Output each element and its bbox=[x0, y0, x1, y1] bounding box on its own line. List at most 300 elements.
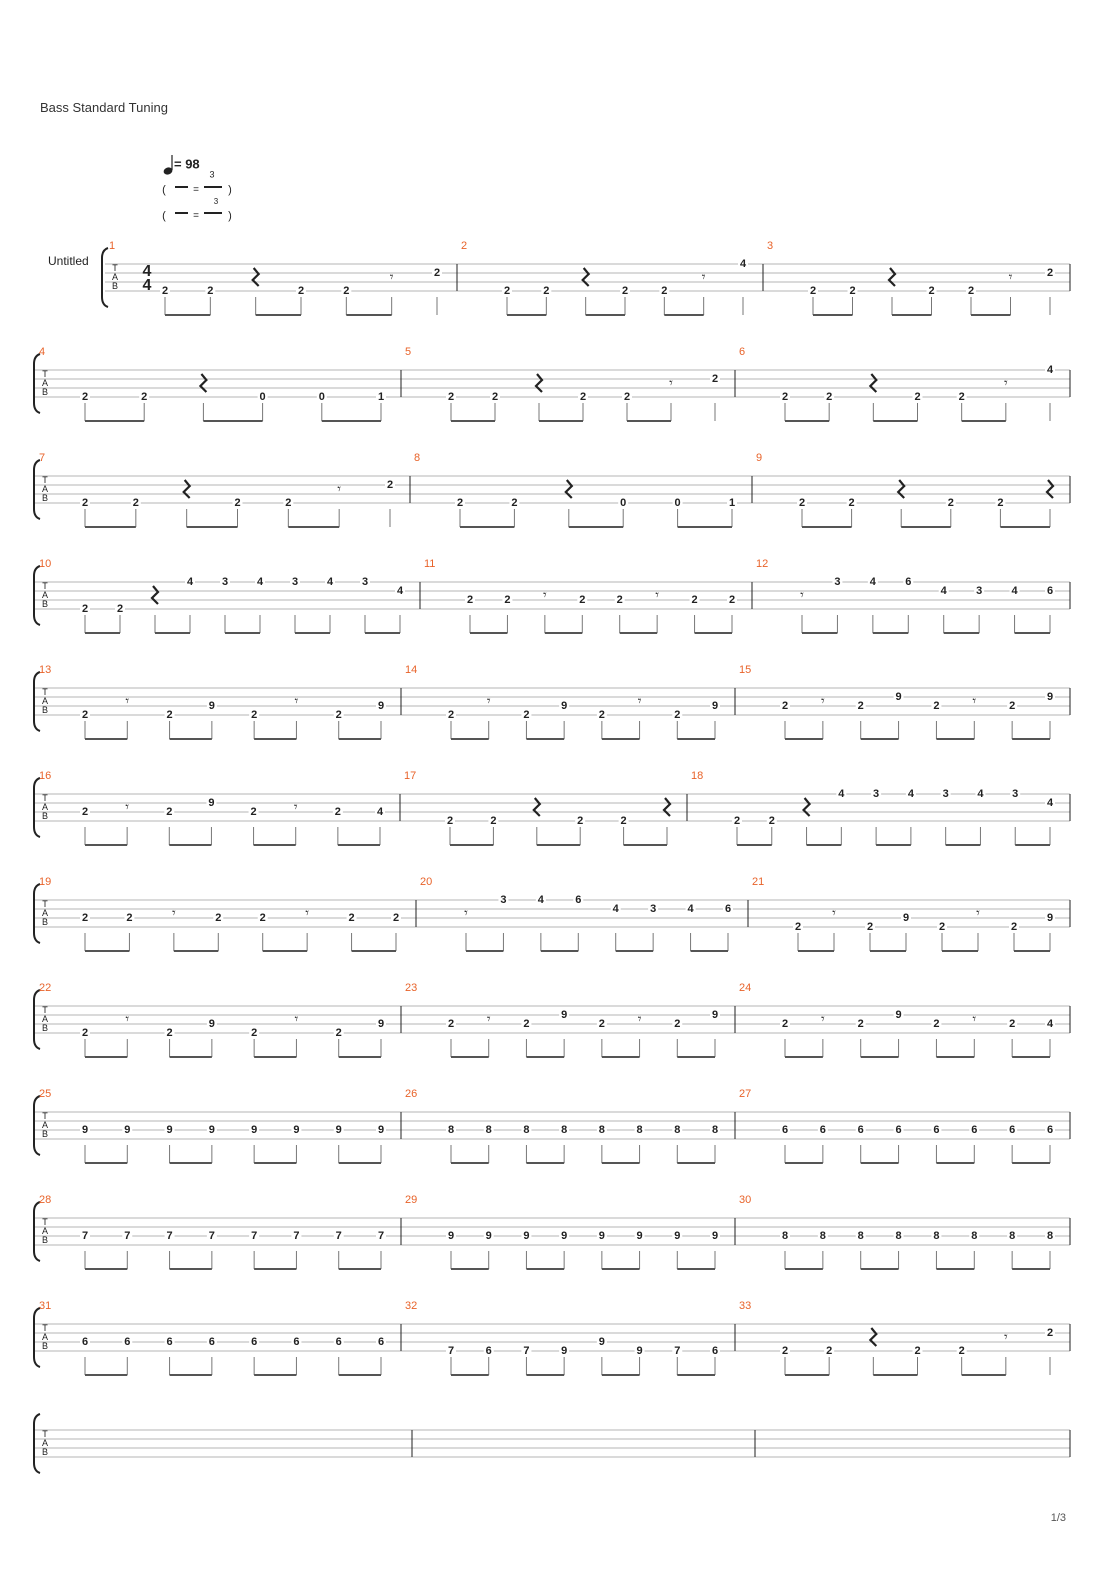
tuning-label: Bass Standard Tuning bbox=[40, 100, 168, 115]
fret-number: 9 bbox=[124, 1123, 131, 1136]
fret-number: 9 bbox=[377, 1017, 385, 1030]
fret-number: 8 bbox=[857, 1229, 864, 1242]
fret-number: 2 bbox=[733, 814, 741, 827]
fret-number: 1 bbox=[377, 390, 385, 403]
fret-number: 2 bbox=[250, 805, 257, 818]
system-bracket bbox=[34, 990, 40, 1049]
measure-13 bbox=[39, 664, 386, 739]
fret-number: 4 bbox=[977, 787, 984, 800]
measure-number: 27 bbox=[739, 1087, 752, 1100]
fret-number: 2 bbox=[81, 1026, 89, 1039]
fret-number: 2 bbox=[251, 1026, 258, 1039]
tab-clef-letter: B bbox=[41, 704, 49, 715]
fret-number: 2 bbox=[598, 708, 605, 721]
measure-17 bbox=[404, 770, 670, 845]
staff-row bbox=[34, 770, 1070, 845]
fret-number: 2 bbox=[579, 390, 587, 403]
fret-number: 2 bbox=[81, 911, 89, 924]
eighth-rest: 𝄾 bbox=[701, 268, 706, 285]
measure-number: 8 bbox=[414, 451, 421, 464]
measure-number: 24 bbox=[739, 981, 752, 994]
tab-clef-letter: A bbox=[41, 1013, 49, 1024]
measure-number: 22 bbox=[39, 981, 52, 994]
fret-number: 2 bbox=[826, 1344, 833, 1357]
fret-number: 2 bbox=[866, 920, 874, 933]
fret-number: 9 bbox=[598, 1229, 605, 1242]
measure-number: 20 bbox=[420, 875, 433, 888]
fret-number: 7 bbox=[377, 1229, 385, 1242]
fret-number: 7 bbox=[166, 1229, 173, 1242]
fret-number: 9 bbox=[636, 1344, 643, 1357]
fret-number: 6 bbox=[724, 902, 732, 915]
fret-number: 3 bbox=[650, 902, 657, 915]
eighth-rest: 𝄾 bbox=[125, 1010, 130, 1027]
tab-clef-letter: B bbox=[41, 492, 49, 503]
fret-number: 9 bbox=[561, 1344, 568, 1357]
fret-number: 9 bbox=[711, 699, 719, 712]
fret-number: 0 bbox=[620, 496, 627, 509]
eighth-rest: 𝄾 bbox=[832, 904, 836, 921]
eighth-rest: 𝄾 bbox=[486, 1010, 491, 1027]
fret-number: 2 bbox=[466, 593, 474, 606]
fret-number: 2 bbox=[1046, 1326, 1054, 1339]
measure-number: 11 bbox=[424, 557, 436, 570]
measure-29 bbox=[405, 1194, 720, 1269]
eighth-rest: 𝄾 bbox=[820, 692, 825, 709]
time-signature-top: 4 bbox=[142, 263, 152, 281]
fret-number: 9 bbox=[208, 699, 215, 712]
tab-clef-letter: T bbox=[42, 1110, 48, 1121]
fret-number: 2 bbox=[857, 1017, 864, 1030]
measure-4 bbox=[39, 346, 386, 421]
measure-number: 13 bbox=[39, 663, 52, 676]
fret-number: 7 bbox=[124, 1229, 131, 1242]
fret-number: 2 bbox=[826, 390, 833, 403]
tab-clef-letter: A bbox=[41, 377, 49, 388]
fret-number: 2 bbox=[674, 708, 681, 721]
eighth-rest: 𝄾 bbox=[972, 1010, 977, 1027]
fret-number: 2 bbox=[691, 593, 698, 606]
fret-number: 4 bbox=[1046, 1017, 1054, 1030]
fret-number: 4 bbox=[838, 787, 845, 800]
fret-number: 9 bbox=[711, 1008, 719, 1021]
measure-9 bbox=[756, 452, 1053, 527]
fret-number: 2 bbox=[504, 593, 511, 606]
measure-11 bbox=[424, 558, 737, 633]
fret-number: 3 bbox=[834, 575, 841, 588]
fret-number: 9 bbox=[166, 1123, 173, 1136]
quarter-rest bbox=[870, 1328, 876, 1346]
measure-19 bbox=[39, 876, 401, 951]
fret-number: 6 bbox=[857, 1123, 864, 1136]
fret-number: 3 bbox=[500, 893, 507, 906]
tab-clef-letter: A bbox=[41, 801, 49, 812]
quarter-rest bbox=[889, 268, 895, 286]
fret-number: 8 bbox=[523, 1123, 530, 1136]
fret-number: 2 bbox=[433, 266, 441, 279]
fret-number: 2 bbox=[234, 496, 241, 509]
fret-number: 6 bbox=[485, 1344, 492, 1357]
fret-number: 6 bbox=[377, 1335, 385, 1348]
fret-number: 0 bbox=[674, 496, 681, 509]
fret-number: 9 bbox=[711, 1229, 719, 1242]
fret-number: 2 bbox=[958, 1344, 965, 1357]
fret-number: 0 bbox=[318, 390, 325, 403]
fret-number: 2 bbox=[914, 390, 921, 403]
system-bracket bbox=[34, 566, 40, 625]
measure-33 bbox=[739, 1300, 1055, 1375]
fret-number: 2 bbox=[81, 602, 89, 615]
fret-number: 2 bbox=[1009, 1017, 1016, 1030]
quarter-rest bbox=[898, 480, 904, 498]
fret-number: 2 bbox=[768, 814, 775, 827]
quarter-rest bbox=[664, 798, 670, 816]
fret-number: 2 bbox=[577, 814, 584, 827]
fret-number: 9 bbox=[1046, 690, 1054, 703]
fret-number: 2 bbox=[161, 284, 169, 297]
eighth-rest: 𝄾 bbox=[294, 692, 299, 709]
fret-number: 4 bbox=[186, 575, 194, 588]
tab-clef-letter: T bbox=[42, 474, 48, 485]
fret-number: 2 bbox=[215, 911, 222, 924]
eighth-rest: 𝄾 bbox=[800, 586, 804, 603]
fret-number: 2 bbox=[166, 805, 173, 818]
fret-number: 2 bbox=[798, 496, 806, 509]
eighth-rest: 𝄾 bbox=[125, 692, 130, 709]
fret-number: 8 bbox=[561, 1123, 568, 1136]
fret-number: 3 bbox=[942, 787, 949, 800]
measure-26 bbox=[405, 1088, 720, 1163]
eighth-rest: 𝄾 bbox=[294, 1010, 299, 1027]
eighth-rest: 𝄾 bbox=[486, 692, 491, 709]
fret-number: 9 bbox=[208, 1017, 215, 1030]
staff-row bbox=[34, 1194, 1070, 1269]
measure-number: 30 bbox=[739, 1193, 752, 1206]
tab-clef-letter: B bbox=[41, 598, 49, 609]
fret-number: 4 bbox=[612, 902, 619, 915]
tab-clef-letter: B bbox=[41, 386, 49, 397]
page-number: 1/3 bbox=[1050, 1512, 1066, 1524]
tab-clef-letter: A bbox=[41, 907, 49, 918]
tab-clef-letter: B bbox=[41, 1128, 49, 1139]
tab-clef-letter: A bbox=[41, 695, 49, 706]
fret-number: 6 bbox=[933, 1123, 940, 1136]
staff-row bbox=[102, 240, 1070, 315]
fret-number: 2 bbox=[579, 593, 586, 606]
fret-number: 2 bbox=[447, 708, 455, 721]
system-bracket bbox=[34, 1414, 40, 1473]
quarter-rest bbox=[253, 268, 259, 286]
fret-number: 6 bbox=[711, 1344, 719, 1357]
measure-3 bbox=[767, 240, 1055, 315]
tab-clef-letter: A bbox=[41, 1331, 49, 1342]
quarter-rest bbox=[583, 268, 589, 286]
fret-number: 8 bbox=[598, 1123, 605, 1136]
fret-number: 6 bbox=[1046, 1123, 1054, 1136]
tempo-text: = 98 bbox=[174, 156, 200, 172]
fret-number: 8 bbox=[1009, 1229, 1016, 1242]
fret-number: 2 bbox=[938, 920, 946, 933]
quarter-rest bbox=[152, 586, 158, 604]
fret-number: 9 bbox=[523, 1229, 530, 1242]
fret-number: 8 bbox=[711, 1123, 719, 1136]
fret-number: 6 bbox=[335, 1335, 342, 1348]
fret-number: 4 bbox=[396, 584, 404, 597]
track-name: Untitled bbox=[48, 254, 89, 269]
eighth-rest: 𝄾 bbox=[1003, 374, 1008, 391]
measure-number: 15 bbox=[739, 663, 752, 676]
staff-row bbox=[34, 664, 1070, 739]
measure-22 bbox=[39, 982, 386, 1057]
tab-clef-letter: B bbox=[111, 280, 119, 291]
measure-16 bbox=[39, 770, 385, 845]
fret-number: 9 bbox=[902, 911, 910, 924]
fret-number: 2 bbox=[348, 911, 355, 924]
eighth-rest: 𝄾 bbox=[125, 798, 130, 815]
fret-number: 9 bbox=[335, 1123, 342, 1136]
fret-number: 2 bbox=[166, 1026, 173, 1039]
fret-number: 8 bbox=[1046, 1229, 1054, 1242]
fret-number: 4 bbox=[326, 575, 334, 588]
fret-number: 4 bbox=[687, 902, 694, 915]
fret-number: 2 bbox=[446, 814, 454, 827]
measure-25 bbox=[39, 1088, 386, 1163]
tempo-marking bbox=[162, 155, 232, 222]
measure-32 bbox=[405, 1300, 720, 1375]
fret-number: 8 bbox=[447, 1123, 455, 1136]
fret-number: 6 bbox=[208, 1335, 215, 1348]
eighth-rest: 𝄾 bbox=[305, 904, 310, 921]
measure-31 bbox=[39, 1300, 386, 1375]
fret-number: 2 bbox=[781, 1017, 789, 1030]
fret-number: 6 bbox=[81, 1335, 89, 1348]
fret-number: 9 bbox=[208, 796, 215, 809]
swing-bracket-close: ) bbox=[228, 209, 232, 222]
fret-number: 0 bbox=[259, 390, 266, 403]
fret-number: 2 bbox=[914, 1344, 921, 1357]
fret-number: 2 bbox=[81, 708, 89, 721]
fret-number: 2 bbox=[794, 920, 802, 933]
fret-number: 4 bbox=[869, 575, 876, 588]
eighth-rest: 𝄾 bbox=[820, 1010, 825, 1027]
tab-clef-letter: T bbox=[42, 1004, 48, 1015]
time-signature-bottom: 4 bbox=[142, 277, 152, 295]
tab-clef-letter: B bbox=[41, 916, 49, 927]
eighth-rest: 𝄾 bbox=[293, 798, 298, 815]
quarter-rest bbox=[536, 374, 542, 392]
measure-number: 33 bbox=[739, 1299, 752, 1312]
staff-row bbox=[34, 1300, 1070, 1375]
fret-number: 2 bbox=[447, 1017, 455, 1030]
fret-number: 2 bbox=[809, 284, 817, 297]
eighth-rest: 𝄾 bbox=[976, 904, 980, 921]
fret-number: 4 bbox=[256, 575, 264, 588]
tab-clef-letter: A bbox=[41, 483, 49, 494]
fret-number: 4 bbox=[940, 584, 947, 597]
eighth-rest: 𝄾 bbox=[637, 1010, 642, 1027]
staff-row bbox=[34, 876, 1070, 951]
fret-number: 6 bbox=[819, 1123, 826, 1136]
quarter-rest bbox=[870, 374, 876, 392]
measure-number: 26 bbox=[405, 1087, 418, 1100]
fret-number: 2 bbox=[781, 1344, 789, 1357]
measure-number: 2 bbox=[461, 239, 468, 252]
fret-number: 2 bbox=[621, 284, 629, 297]
measure-8 bbox=[414, 452, 737, 527]
fret-number: 2 bbox=[848, 496, 855, 509]
tab-clef-letter: B bbox=[41, 1446, 49, 1457]
system-bracket bbox=[34, 884, 40, 943]
fret-number: 6 bbox=[124, 1335, 131, 1348]
quarter-rest bbox=[184, 480, 190, 498]
fret-number: 2 bbox=[598, 1017, 605, 1030]
swing-bracket-close: ) bbox=[228, 183, 232, 196]
measure-number: 16 bbox=[39, 769, 52, 782]
fret-number: 6 bbox=[1009, 1123, 1016, 1136]
fret-number: 7 bbox=[251, 1229, 258, 1242]
tab-clef-letter: T bbox=[42, 792, 48, 803]
measure-number: 6 bbox=[739, 345, 746, 358]
quarter-rest bbox=[566, 480, 572, 498]
fret-number: 2 bbox=[933, 1017, 940, 1030]
fret-number: 2 bbox=[456, 496, 464, 509]
fret-number: 6 bbox=[971, 1123, 978, 1136]
fret-number: 4 bbox=[907, 787, 914, 800]
fret-number: 2 bbox=[251, 708, 258, 721]
eighth-rest: 𝄾 bbox=[337, 480, 342, 497]
fret-number: 2 bbox=[285, 496, 292, 509]
fret-number: 2 bbox=[297, 284, 305, 297]
fret-number: 9 bbox=[251, 1123, 258, 1136]
fret-number: 2 bbox=[620, 814, 627, 827]
fret-number: 8 bbox=[933, 1229, 940, 1242]
measure-number: 14 bbox=[405, 663, 418, 676]
fret-number: 3 bbox=[976, 584, 983, 597]
fret-number: 2 bbox=[132, 496, 139, 509]
fret-number: 8 bbox=[636, 1123, 643, 1136]
system-bracket bbox=[34, 1096, 40, 1155]
fret-number: 8 bbox=[819, 1229, 826, 1242]
eighth-rest: 𝄾 bbox=[655, 586, 660, 603]
tab-clef-letter: T bbox=[42, 1428, 48, 1439]
staff-row bbox=[34, 982, 1070, 1057]
fret-number: 2 bbox=[335, 708, 342, 721]
system-bracket bbox=[34, 672, 40, 731]
tab-clef-letter: B bbox=[41, 810, 49, 821]
measure-23 bbox=[405, 982, 720, 1057]
fret-number: 2 bbox=[523, 1017, 530, 1030]
tab-clef-letter: T bbox=[42, 686, 48, 697]
fret-number: 9 bbox=[293, 1123, 300, 1136]
fret-number: 2 bbox=[933, 699, 940, 712]
tab-clef-letter: T bbox=[42, 1322, 48, 1333]
fret-number: 7 bbox=[523, 1344, 530, 1357]
tuplet-label: 3 bbox=[213, 197, 219, 207]
fret-number: 6 bbox=[905, 575, 912, 588]
swing-equals: = bbox=[193, 184, 199, 196]
quarter-rest bbox=[1047, 480, 1053, 498]
measure-7 bbox=[39, 452, 395, 527]
tab-clef-letter: A bbox=[41, 589, 49, 600]
measure-number: 1 bbox=[109, 239, 116, 252]
fret-number: 6 bbox=[293, 1335, 300, 1348]
eighth-rest: 𝄾 bbox=[542, 586, 547, 603]
fret-number: 2 bbox=[503, 284, 511, 297]
eighth-rest: 𝄾 bbox=[171, 904, 176, 921]
fret-number: 7 bbox=[293, 1229, 300, 1242]
fret-number: 4 bbox=[739, 257, 747, 270]
fret-number: 8 bbox=[781, 1229, 789, 1242]
staff-row bbox=[34, 1088, 1070, 1163]
fret-number: 2 bbox=[166, 708, 173, 721]
fret-number: 2 bbox=[1009, 699, 1016, 712]
tab-clef-letter: A bbox=[41, 1225, 49, 1236]
tab-clef-letter: T bbox=[42, 580, 48, 591]
fret-number: 2 bbox=[616, 593, 623, 606]
fret-number: 3 bbox=[1012, 787, 1019, 800]
measure-27 bbox=[739, 1088, 1055, 1163]
fret-number: 2 bbox=[259, 911, 266, 924]
measure-2 bbox=[461, 240, 748, 315]
fret-number: 2 bbox=[849, 284, 856, 297]
quarter-rest bbox=[200, 374, 206, 392]
fret-number: 4 bbox=[1011, 584, 1018, 597]
fret-number: 9 bbox=[377, 1123, 385, 1136]
measure-30 bbox=[739, 1194, 1055, 1269]
staff-row bbox=[34, 558, 1070, 633]
fret-number: 2 bbox=[711, 372, 719, 385]
fret-number: 2 bbox=[392, 911, 400, 924]
measure-number: 28 bbox=[39, 1193, 52, 1206]
tab-clef-letter: B bbox=[41, 1234, 49, 1245]
fret-number: 2 bbox=[343, 284, 350, 297]
eighth-rest: 𝄾 bbox=[1003, 1328, 1008, 1345]
measure-number: 32 bbox=[405, 1299, 418, 1312]
eighth-rest: 𝄾 bbox=[1008, 268, 1013, 285]
fret-number: 3 bbox=[873, 787, 880, 800]
fret-number: 9 bbox=[1046, 911, 1054, 924]
fret-number: 6 bbox=[251, 1335, 258, 1348]
fret-number: 7 bbox=[447, 1344, 455, 1357]
fret-number: 7 bbox=[81, 1229, 89, 1242]
fret-number: 7 bbox=[208, 1229, 215, 1242]
fret-number: 2 bbox=[997, 496, 1004, 509]
measure-24 bbox=[739, 982, 1055, 1057]
fret-number: 2 bbox=[81, 496, 89, 509]
tab-clef-letter: B bbox=[41, 1340, 49, 1351]
fret-number: 2 bbox=[728, 593, 736, 606]
measure-5 bbox=[405, 346, 720, 421]
fret-number: 9 bbox=[561, 1008, 568, 1021]
tab-clef-letter: T bbox=[42, 1216, 48, 1227]
fret-number: 8 bbox=[971, 1229, 978, 1242]
fret-number: 2 bbox=[141, 390, 148, 403]
measure-number: 29 bbox=[405, 1193, 418, 1206]
fret-number: 4 bbox=[1046, 796, 1054, 809]
staff-row bbox=[34, 346, 1070, 421]
measure-number: 5 bbox=[405, 345, 412, 358]
measure-6 bbox=[739, 346, 1055, 421]
fret-number: 2 bbox=[661, 284, 668, 297]
tab-clef-letter: A bbox=[111, 271, 119, 282]
measure-number: 31 bbox=[39, 1299, 52, 1312]
measure-number: 3 bbox=[767, 239, 774, 252]
fret-number: 2 bbox=[674, 1017, 681, 1030]
eighth-rest: 𝄾 bbox=[637, 692, 642, 709]
fret-number: 2 bbox=[511, 496, 518, 509]
fret-number: 9 bbox=[561, 1229, 568, 1242]
quarter-rest bbox=[534, 798, 540, 816]
